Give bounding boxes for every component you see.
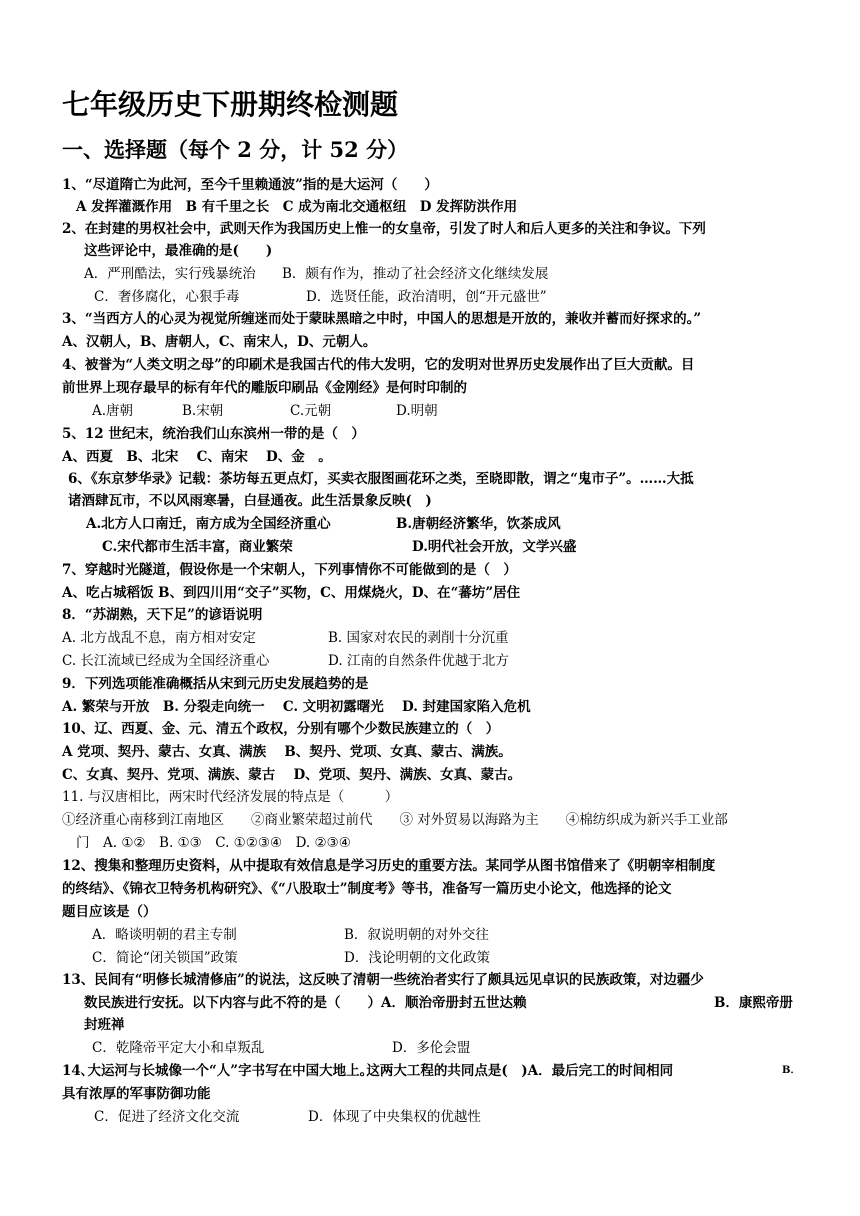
question-3-options: A、汉朝人，B、唐朝人，C、南宋人，D、元朝人。 xyxy=(62,334,377,350)
question-12-stem-line-1: 12、搜集和整理历史资料，从中提取有效信息是学习历史的重要方法。某同学从图书馆借来了《明朝宰相制度 xyxy=(62,858,716,874)
question-12-option-c: C．简论“闭关锁国”政策 xyxy=(92,950,238,966)
question-10-stem: 10、辽、西夏、金、元、清五个政权，分别有哪个少数民族建立的（ ） xyxy=(62,721,500,737)
question-10-options-line-2: C、女真、契丹、党项、满族、蒙古 D、党项、契丹、满族、女真、蒙古。 xyxy=(62,767,522,783)
question-14-stem-line-2: 具有浓厚的军事防御功能 xyxy=(62,1086,211,1102)
question-6-stem-line-2: 诸酒肆瓦市，不以风雨寒暑，白昼通夜。此生活景象反映( ) xyxy=(68,493,432,509)
question-14-option-c: C．促进了经济文化交流 xyxy=(94,1109,240,1125)
question-6-option-d: D.明代社会开放，文学兴盛 xyxy=(412,539,577,555)
question-11-line-2: 门 A. ①② B. ①③ C. ①②③④ D. ②③④ xyxy=(76,835,351,851)
question-14-option-b-start: B． xyxy=(782,1065,801,1076)
question-6-option-a: A.北方人口南迁，南方成为全国经济重心 xyxy=(86,516,331,532)
question-13-stem-line-2: 数民族进行安抚。以下内容与此不符的是（ ）A．顺治帝册封五世达赖 xyxy=(84,995,527,1011)
question-5-options: A、西夏 B、北宋 C、南宋 D、金 。 xyxy=(62,449,332,465)
question-13-stem-line-3: 封班禅 xyxy=(84,1017,125,1033)
question-12-option-b: B．叙说明朝的对外交往 xyxy=(344,927,489,943)
question-13-stem-line-1: 13、民间有“明修长城清修庙”的说法，这反映了清朝一些统治者实行了颇具远见卓识的民族政策，对边疆少 xyxy=(62,972,704,988)
question-4-stem-line-2: 前世界上现存最早的标有年代的雕版印刷品《金刚经》是何时印制的 xyxy=(62,380,467,396)
question-3-stem: 3、“当西方人的心灵为视觉所缠迷而处于蒙昧黑暗之中时，中国人的思想是开放的，兼收并蓄而好探求的。” xyxy=(62,311,702,327)
question-14-option-d: D．体现了中央集权的优越性 xyxy=(308,1109,481,1125)
question-7-stem: 7、穿越时光隧道，假设你是一个宋朝人，下列事情你不可能做到的是（ ） xyxy=(62,562,517,578)
question-13-option-b-start: B．康熙帝册 xyxy=(714,995,793,1011)
question-7-options: A、吃占城稻饭 B、到四川用“交子”买物，C、用煤烧火，D、在“蕃坊”居住 xyxy=(62,585,521,601)
question-4-option-c: C.元朝 xyxy=(290,403,332,419)
question-10-options-line-1: A 党项、契丹、蒙古、女真、满族 B、契丹、党项、女真、蒙古、满族。 xyxy=(62,744,512,760)
question-8-option-a: A. 北方战乱不息，南方相对安定 xyxy=(62,630,256,646)
question-1-options: A 发挥灌溉作用 B 有千里之长 C 成为南北交通枢纽 D 发挥防洪作用 xyxy=(76,199,518,215)
section-heading: 一、选择题（每个 2 分，计 52 分） xyxy=(62,137,409,162)
question-12-stem-line-3: 题目应该是（） xyxy=(62,904,157,920)
question-12-stem-line-2: 的终结》、《锦衣卫特务机构研究》、《“八股取士”制度考》等书，准备写一篇历史小论文，他选择的论文 xyxy=(62,881,672,897)
question-12-option-d: D．浅论明朝的文化政策 xyxy=(344,950,490,966)
question-8-option-b: B. 国家对农民的剥削十分沉重 xyxy=(328,630,509,646)
question-9-stem: 9．下列选项能准确概括从宋到元历史发展趋势的是 xyxy=(62,676,369,692)
question-4-option-b: B.宋朝 xyxy=(182,403,224,419)
question-2-option-b: B．颇有作为，推动了社会经济文化继续发展 xyxy=(282,266,549,282)
question-12-option-a: A．略谈明朝的君主专制 xyxy=(92,927,237,943)
question-4-stem-line-1: 4、被誉为“人类文明之母”的印刷术是我国古代的伟大发明，它的发明对世界历史发展作出了巨大贡献。目 xyxy=(62,357,695,373)
question-2-option-a: A．严刑酷法，实行残暴统治 xyxy=(84,266,256,282)
question-2-option-c: C．奢侈腐化，心狠手毒 xyxy=(94,289,240,305)
question-13-option-c: C．乾隆帝平定大小和卓叛乱 xyxy=(92,1040,265,1056)
question-8-stem: 8．“苏湖熟，天下足”的谚语说明 xyxy=(62,607,263,623)
question-2-stem-line-1: 2、在封建的男权社会中，武则天作为我国历史上惟一的女皇帝，引发了时人和后人更多的关注和争议。下列 xyxy=(62,221,706,237)
question-2-stem-line-2: 这些评论中，最准确的是( ) xyxy=(84,243,273,259)
question-8-option-d: D. 江南的自然条件优越于北方 xyxy=(328,653,509,669)
question-5-stem: 5、12 世纪末，统治我们山东滨州一带的是（ ） xyxy=(62,426,365,442)
page-title: 七年级历史下册期终检测题 xyxy=(62,88,399,121)
question-6-stem-line-1: 6、《东京梦华录》记载：茶坊每五更点灯，买卖衣服图画花环之类，至晓即散，谓之“鬼市子”。……大抵 xyxy=(68,471,694,487)
question-4-option-a: A.唐朝 xyxy=(92,403,134,419)
question-11-line-1: ①经济重心南移到江南地区 ②商业繁荣超过前代 ③ 对外贸易以海路为主 ④棉纺织成为新兴手工业部 xyxy=(62,812,728,828)
question-6-option-c: C.宋代都市生活丰富，商业繁荣 xyxy=(102,539,293,555)
question-1-stem: 1、“尽道隋亡为此河，至今千里赖通波”指的是大运河（ ） xyxy=(62,177,438,193)
question-4-option-d: D.明朝 xyxy=(396,403,438,419)
question-11-stem: 11. 与汉唐相比，两宋时代经济发展的特点是（ ） xyxy=(62,789,399,805)
question-9-options: A. 繁荣与开放 B. 分裂走向统一 C. 文明初露曙光 D. 封建国家陷入危机 xyxy=(62,699,531,715)
question-8-option-c: C. 长江流域已经成为全国经济重心 xyxy=(62,653,270,669)
question-2-option-d: D．选贤任能，政治清明，创“开元盛世” xyxy=(306,289,547,305)
question-14-stem-line-1: 14､大运河与长城像一个“人”字书写在中国大地上｡这两大工程的共同点是( )A．最后完工的时间相同 xyxy=(62,1063,674,1079)
question-13-option-d: D．多伦会盟 xyxy=(392,1040,471,1056)
question-6-option-b: B.唐朝经济繁华，饮茶成风 xyxy=(396,516,561,532)
